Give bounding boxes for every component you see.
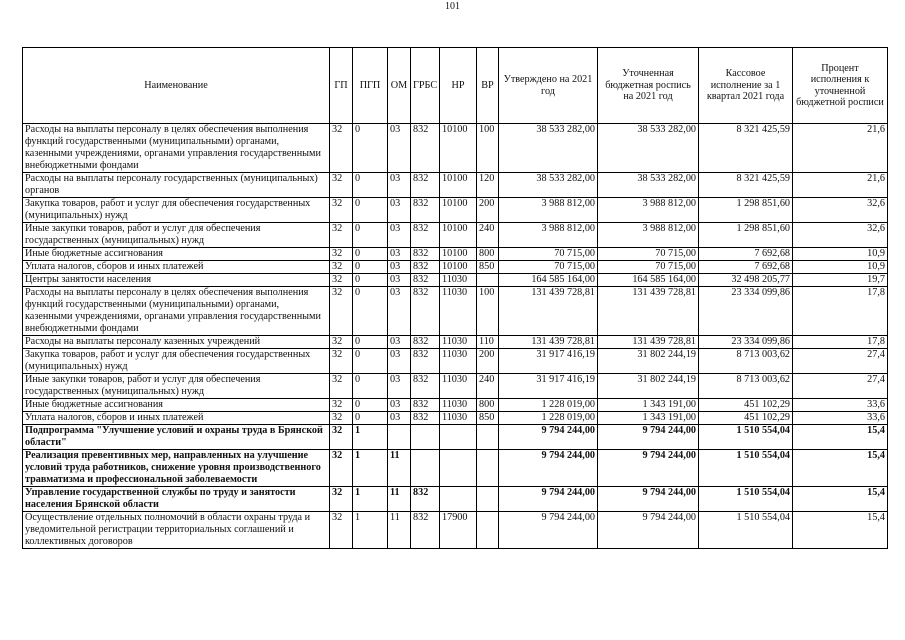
table-row: [23, 274, 888, 287]
cell-approved: 131 439 728,81: [499, 287, 598, 336]
cell-approved: 31 917 416,19: [499, 374, 598, 399]
cell-cash: 7 692,68: [699, 261, 793, 274]
cell-vr: 850: [477, 412, 499, 425]
table-row: [23, 198, 888, 223]
cell-grbs: 832: [411, 248, 440, 261]
cell-nr: 10100: [440, 261, 477, 274]
cell-grbs: 832: [411, 399, 440, 412]
cell-grbs: [411, 450, 440, 487]
cell-refined: 38 533 282,00: [598, 124, 699, 173]
cell-om: 11: [388, 487, 411, 512]
cell-cash: 8 713 003,62: [699, 374, 793, 399]
cell-nr: 10100: [440, 173, 477, 198]
cell-cash: 8 713 003,62: [699, 349, 793, 374]
header-refined: Уточненная бюджетная роспись на 2021 год: [598, 48, 699, 124]
cell-vr: [477, 274, 499, 287]
cell-approved: 9 794 244,00: [499, 487, 598, 512]
cell-cash: 1 298 851,60: [699, 223, 793, 248]
cell-om: 03: [388, 336, 411, 349]
cell-approved: 3 988 812,00: [499, 198, 598, 223]
cell-gp: 32: [330, 349, 353, 374]
cell-name: Расходы на выплаты персоналу в целях обеспечения выполнения функций государственными (муниципальными) органами, казенными учреждениями, органами управления государственными внебюджетными фондами: [23, 287, 330, 336]
header-cash: Кассовое исполнение за 1 квартал 2021 года: [699, 48, 793, 124]
cell-percent: 21,6: [793, 173, 888, 198]
cell-approved: 38 533 282,00: [499, 173, 598, 198]
cell-percent: 15,4: [793, 425, 888, 450]
cell-pgp: 0: [353, 287, 388, 336]
cell-vr: [477, 425, 499, 450]
cell-name: Центры занятости населения: [23, 274, 330, 287]
cell-grbs: 832: [411, 198, 440, 223]
cell-vr: 850: [477, 261, 499, 274]
cell-gp: 32: [330, 173, 353, 198]
cell-pgp: 0: [353, 349, 388, 374]
table-row: [23, 374, 888, 399]
cell-gp: 32: [330, 512, 353, 549]
cell-grbs: 832: [411, 349, 440, 374]
cell-gp: 32: [330, 412, 353, 425]
cell-vr: 200: [477, 198, 499, 223]
cell-nr: 11030: [440, 374, 477, 399]
cell-om: 11: [388, 450, 411, 487]
cell-om: 03: [388, 261, 411, 274]
table-row: [23, 349, 888, 374]
cell-om: 03: [388, 198, 411, 223]
cell-name: Иные бюджетные ассигнования: [23, 399, 330, 412]
cell-percent: 15,4: [793, 512, 888, 549]
cell-nr: 10100: [440, 198, 477, 223]
cell-nr: 10100: [440, 248, 477, 261]
cell-vr: 240: [477, 374, 499, 399]
cell-om: 03: [388, 274, 411, 287]
table-row: [23, 487, 888, 512]
cell-om: 03: [388, 248, 411, 261]
cell-percent: 15,4: [793, 487, 888, 512]
cell-refined: 31 802 244,19: [598, 349, 699, 374]
cell-percent: 32,6: [793, 198, 888, 223]
cell-percent: 15,4: [793, 450, 888, 487]
cell-grbs: 832: [411, 124, 440, 173]
cell-approved: 1 228 019,00: [499, 412, 598, 425]
cell-vr: 800: [477, 248, 499, 261]
cell-name: Подпрограмма "Улучшение условий и охраны труда в Брянской области": [23, 425, 330, 450]
cell-approved: 70 715,00: [499, 248, 598, 261]
cell-percent: 27,4: [793, 349, 888, 374]
cell-cash: 1 298 851,60: [699, 198, 793, 223]
table-row: [23, 287, 888, 336]
cell-pgp: 1: [353, 425, 388, 450]
cell-nr: 11030: [440, 336, 477, 349]
cell-refined: 9 794 244,00: [598, 512, 699, 549]
cell-nr: 11030: [440, 349, 477, 374]
cell-om: 11: [388, 512, 411, 549]
cell-percent: 32,6: [793, 223, 888, 248]
cell-refined: 131 439 728,81: [598, 336, 699, 349]
cell-pgp: 0: [353, 412, 388, 425]
cell-om: 03: [388, 173, 411, 198]
cell-percent: 19,7: [793, 274, 888, 287]
cell-grbs: 832: [411, 336, 440, 349]
cell-nr: [440, 450, 477, 487]
cell-percent: 21,6: [793, 124, 888, 173]
cell-name: Расходы на выплаты персоналу в целях обеспечения выполнения функций государственными (муниципальными) органами, казенными учреждениями, органами управления государственными внебюджетными фондами: [23, 124, 330, 173]
cell-vr: 240: [477, 223, 499, 248]
cell-percent: 17,8: [793, 287, 888, 336]
table-body: [23, 124, 888, 549]
cell-pgp: 0: [353, 223, 388, 248]
cell-om: 03: [388, 412, 411, 425]
header-pgp: ПГП: [353, 48, 388, 124]
cell-cash: 32 498 205,77: [699, 274, 793, 287]
cell-approved: 38 533 282,00: [499, 124, 598, 173]
cell-name: Уплата налогов, сборов и иных платежей: [23, 261, 330, 274]
table-row: [23, 248, 888, 261]
cell-om: 03: [388, 287, 411, 336]
cell-nr: 11030: [440, 399, 477, 412]
cell-grbs: 832: [411, 287, 440, 336]
cell-refined: 70 715,00: [598, 261, 699, 274]
table-row: [23, 425, 888, 450]
cell-approved: 70 715,00: [499, 261, 598, 274]
cell-nr: [440, 425, 477, 450]
cell-name: Иные закупки товаров, работ и услуг для обеспечения государственных (муниципальных) нужд: [23, 374, 330, 399]
cell-vr: [477, 450, 499, 487]
cell-refined: 38 533 282,00: [598, 173, 699, 198]
cell-name: Закупка товаров, работ и услуг для обеспечения государственных (муниципальных) нужд: [23, 349, 330, 374]
header-approved: Утверждено на 2021 год: [499, 48, 598, 124]
header-gp: ГП: [330, 48, 353, 124]
cell-grbs: 832: [411, 274, 440, 287]
header-nr: НР: [440, 48, 477, 124]
cell-pgp: 0: [353, 248, 388, 261]
cell-vr: [477, 487, 499, 512]
cell-cash: 1 510 554,04: [699, 425, 793, 450]
cell-approved: 1 228 019,00: [499, 399, 598, 412]
header-name: Наименование: [23, 48, 330, 124]
cell-vr: 800: [477, 399, 499, 412]
table-row: [23, 173, 888, 198]
cell-percent: 27,4: [793, 374, 888, 399]
header-vr: ВР: [477, 48, 499, 124]
cell-nr: 11030: [440, 412, 477, 425]
cell-vr: 120: [477, 173, 499, 198]
cell-cash: 23 334 099,86: [699, 336, 793, 349]
cell-name: Закупка товаров, работ и услуг для обеспечения государственных (муниципальных) нужд: [23, 198, 330, 223]
cell-refined: 131 439 728,81: [598, 287, 699, 336]
cell-gp: 32: [330, 336, 353, 349]
cell-grbs: 832: [411, 223, 440, 248]
cell-nr: 10100: [440, 124, 477, 173]
cell-pgp: 1: [353, 512, 388, 549]
cell-refined: 9 794 244,00: [598, 450, 699, 487]
cell-refined: 1 343 191,00: [598, 412, 699, 425]
cell-name: Управление государственной службы по труду и занятости населения Брянской области: [23, 487, 330, 512]
cell-refined: 31 802 244,19: [598, 374, 699, 399]
table-row: [23, 450, 888, 487]
table-row: [23, 412, 888, 425]
cell-gp: 32: [330, 223, 353, 248]
cell-percent: 33,6: [793, 412, 888, 425]
cell-cash: 451 102,29: [699, 399, 793, 412]
cell-refined: 9 794 244,00: [598, 487, 699, 512]
page-number: 101: [445, 1, 460, 12]
cell-om: 03: [388, 349, 411, 374]
header-row: [23, 48, 888, 124]
cell-percent: 10,9: [793, 261, 888, 274]
cell-pgp: 0: [353, 173, 388, 198]
cell-nr: 10100: [440, 223, 477, 248]
cell-refined: 9 794 244,00: [598, 425, 699, 450]
cell-vr: 100: [477, 287, 499, 336]
cell-grbs: 832: [411, 487, 440, 512]
cell-refined: 70 715,00: [598, 248, 699, 261]
header-percent: Процент исполнения к уточненной бюджетной росписи: [793, 48, 888, 124]
cell-percent: 10,9: [793, 248, 888, 261]
cell-cash: 1 510 554,04: [699, 450, 793, 487]
table-row: [23, 261, 888, 274]
cell-nr: [440, 487, 477, 512]
cell-cash: 8 321 425,59: [699, 124, 793, 173]
cell-gp: 32: [330, 274, 353, 287]
cell-nr: 17900: [440, 512, 477, 549]
table-row: [23, 512, 888, 549]
cell-percent: 17,8: [793, 336, 888, 349]
cell-pgp: 0: [353, 399, 388, 412]
cell-name: Реализация превентивных мер, направленных на улучшение условий труда работников, снижение уровня производственного травматизма и профессиональной заболеваемости: [23, 450, 330, 487]
cell-cash: 7 692,68: [699, 248, 793, 261]
cell-approved: 9 794 244,00: [499, 512, 598, 549]
cell-approved: 31 917 416,19: [499, 349, 598, 374]
cell-vr: [477, 512, 499, 549]
cell-gp: 32: [330, 374, 353, 399]
cell-name: Уплата налогов, сборов и иных платежей: [23, 412, 330, 425]
cell-grbs: 832: [411, 374, 440, 399]
cell-om: 03: [388, 124, 411, 173]
cell-name: Расходы на выплаты персоналу государственных (муниципальных) органов: [23, 173, 330, 198]
cell-nr: 11030: [440, 274, 477, 287]
cell-vr: 110: [477, 336, 499, 349]
cell-pgp: 0: [353, 374, 388, 399]
cell-gp: 32: [330, 248, 353, 261]
header-om: ОМ: [388, 48, 411, 124]
cell-grbs: [411, 425, 440, 450]
table-row: [23, 399, 888, 412]
cell-pgp: 0: [353, 336, 388, 349]
cell-name: Иные бюджетные ассигнования: [23, 248, 330, 261]
cell-refined: 1 343 191,00: [598, 399, 699, 412]
cell-vr: 100: [477, 124, 499, 173]
cell-pgp: 0: [353, 124, 388, 173]
budget-table: [22, 47, 888, 549]
cell-gp: 32: [330, 261, 353, 274]
cell-gp: 32: [330, 124, 353, 173]
header-grbs: ГРБС: [411, 48, 440, 124]
cell-name: Расходы на выплаты персоналу казенных учреждений: [23, 336, 330, 349]
cell-pgp: 1: [353, 450, 388, 487]
cell-approved: 164 585 164,00: [499, 274, 598, 287]
table-row: [23, 223, 888, 248]
cell-name: Иные закупки товаров, работ и услуг для обеспечения государственных (муниципальных) нужд: [23, 223, 330, 248]
cell-gp: 32: [330, 287, 353, 336]
cell-gp: 32: [330, 399, 353, 412]
cell-refined: 3 988 812,00: [598, 198, 699, 223]
cell-approved: 9 794 244,00: [499, 450, 598, 487]
cell-gp: 32: [330, 450, 353, 487]
cell-om: [388, 425, 411, 450]
cell-approved: 3 988 812,00: [499, 223, 598, 248]
cell-pgp: 0: [353, 274, 388, 287]
cell-grbs: 832: [411, 412, 440, 425]
cell-pgp: 1: [353, 487, 388, 512]
cell-nr: 11030: [440, 287, 477, 336]
cell-grbs: 832: [411, 173, 440, 198]
cell-gp: 32: [330, 425, 353, 450]
table-row: [23, 336, 888, 349]
cell-approved: 131 439 728,81: [499, 336, 598, 349]
table-row: [23, 124, 888, 173]
cell-grbs: 832: [411, 261, 440, 274]
cell-gp: 32: [330, 198, 353, 223]
cell-om: 03: [388, 374, 411, 399]
cell-om: 03: [388, 399, 411, 412]
cell-om: 03: [388, 223, 411, 248]
cell-refined: 164 585 164,00: [598, 274, 699, 287]
cell-cash: 23 334 099,86: [699, 287, 793, 336]
cell-pgp: 0: [353, 261, 388, 274]
cell-cash: 8 321 425,59: [699, 173, 793, 198]
cell-cash: 1 510 554,04: [699, 512, 793, 549]
cell-name: Осуществление отдельных полномочий в области охраны труда и уведомительной регистрации территориальных соглашений и коллективных договоров: [23, 512, 330, 549]
cell-percent: 33,6: [793, 399, 888, 412]
cell-refined: 3 988 812,00: [598, 223, 699, 248]
cell-pgp: 0: [353, 198, 388, 223]
cell-vr: 200: [477, 349, 499, 374]
cell-cash: 451 102,29: [699, 412, 793, 425]
cell-approved: 9 794 244,00: [499, 425, 598, 450]
cell-cash: 1 510 554,04: [699, 487, 793, 512]
cell-grbs: 832: [411, 512, 440, 549]
cell-gp: 32: [330, 487, 353, 512]
